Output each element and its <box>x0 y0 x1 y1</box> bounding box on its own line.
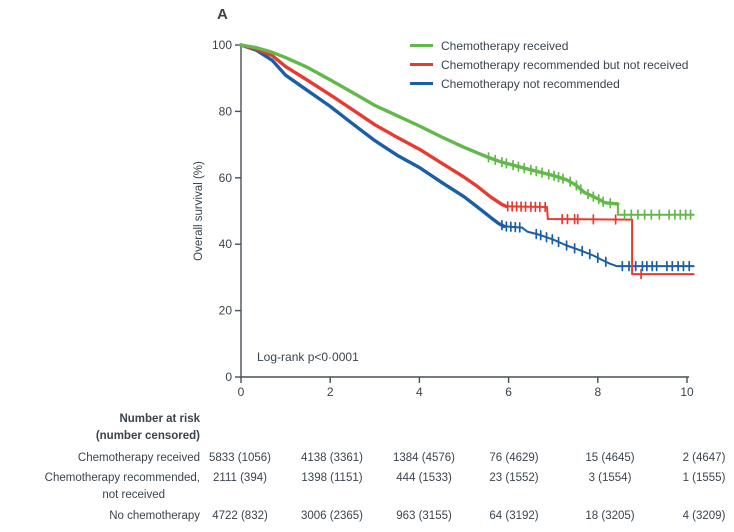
x-tick-label: 2 <box>326 385 334 399</box>
legend-line-swatch <box>410 63 433 66</box>
risk-value: 2 (4647) <box>682 452 726 464</box>
risk-value: 444 (1533) <box>396 472 452 484</box>
risk-value: 1 (1555) <box>682 472 726 484</box>
risk-row-label: Chemotherapy recommended, <box>44 472 200 484</box>
legend-item <box>410 57 688 72</box>
y-tick-label: 20 <box>218 303 232 318</box>
risk-table-header-line1: Number at risk <box>119 413 200 425</box>
y-tick-label: 100 <box>211 38 232 52</box>
curve-thin-segment <box>504 226 694 266</box>
legend-label: Chemotherapy received <box>441 38 569 53</box>
risk-value: 76 (4629) <box>489 452 539 464</box>
legend-item <box>410 38 688 53</box>
risk-value: 4138 (3361) <box>300 452 364 464</box>
risk-table-header-line2: (number censored) <box>95 430 200 442</box>
legend-label: Chemotherapy not recommended <box>441 76 620 91</box>
risk-value: 4722 (832) <box>212 510 268 522</box>
risk-value: 963 (3155) <box>396 510 452 522</box>
risk-value: 1398 (1151) <box>301 472 363 484</box>
y-tick-label: 40 <box>218 237 232 252</box>
log-rank-annotation: Log-rank p<0·0001 <box>257 350 359 364</box>
y-tick-label: 80 <box>218 104 232 119</box>
x-tick-label: 0 <box>237 385 245 399</box>
risk-value: 15 (4645) <box>585 452 635 464</box>
censor-ticks-0 <box>502 221 689 271</box>
tick-labels <box>212 38 694 399</box>
legend-line-swatch <box>410 82 433 85</box>
risk-value: 3006 (2365) <box>300 510 364 522</box>
risk-value: 1384 (4576) <box>392 452 456 464</box>
panel-label: A <box>217 6 228 23</box>
y-tick-label: 60 <box>218 170 232 185</box>
risk-value: 18 (3205) <box>585 510 635 522</box>
risk-value: 4 (3209) <box>682 510 726 522</box>
curve-thin-segment <box>506 206 693 274</box>
x-tick-label: 10 <box>680 385 694 399</box>
risk-value: 5833 (1056) <box>208 452 272 464</box>
x-tick-label: 6 <box>505 385 512 399</box>
x-tick-label: 4 <box>416 385 423 399</box>
risk-value: 2111 (394) <box>213 472 267 484</box>
legend-line-swatch <box>410 44 433 47</box>
censor-ticks-2 <box>489 153 691 219</box>
risk-value: 23 (1552) <box>489 472 539 484</box>
legend-item <box>410 76 688 91</box>
risk-value: 3 (1554) <box>588 472 632 484</box>
y-tick-label: 0 <box>225 370 232 384</box>
legend-label: Chemotherapy recommended but not received <box>441 57 689 72</box>
risk-row-label-line2: not received <box>102 489 165 501</box>
y-axis-title: Overall survival (%) <box>193 161 205 261</box>
risk-row-label: No chemotherapy <box>109 510 200 522</box>
legend <box>410 38 688 91</box>
x-tick-label: 8 <box>594 385 602 399</box>
risk-row-label: Chemotherapy received <box>77 452 200 464</box>
curve-thin-segment <box>618 204 694 215</box>
risk-value: 64 (3192) <box>489 510 539 522</box>
